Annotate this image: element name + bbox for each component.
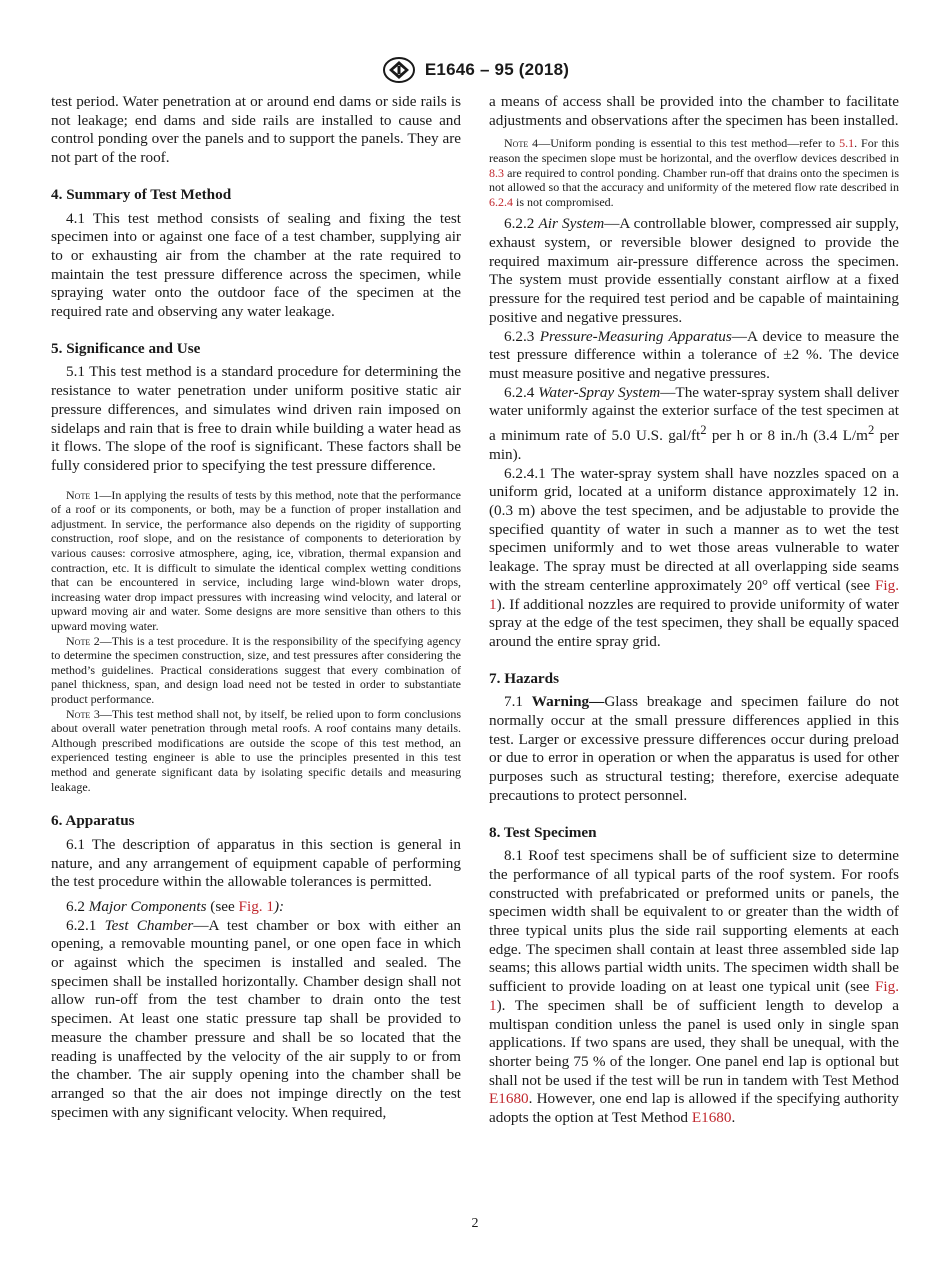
clause-number: 6.2.3 (504, 327, 540, 345)
text-run: —A test chamber or box with either an opening, a removable mounting panel, or one open face in which or against which the specimen is installed and sealed. The specimen shall be installed horizontally. Chamber design shall not allow run-off from the test chamber to drain onto the test specimen. At least one static pressure tap shall be provided to measure the chamber pressure and shall be so located that the reading is unaffected by the velocity of the air supply to or from the chamber. The air supply opening into the chamber shall be arranged so that the air does not impinge directly on the test specimen with any significant velocity. When required, (51, 916, 462, 1121)
superscript: 2 (700, 423, 707, 438)
text-run: 8.1 Roof test specimens shall be of sufficient size to determine the performance of all typical parts of the roof system. For roofs constructed with prefabricated or preformed units or panels, the specimen width shall be equivalent to or greater than the width of three typical units plus the side rail supporting elements at each edge. The specimen shall contain at least three assembled side lap seams; this allows partial width units. The specimen width shall be sufficient to provide loading on at least one typical unit (see (489, 847, 899, 996)
section-heading-6: 6. Apparatus (51, 812, 135, 830)
text-run: . However, one end lap is allowed if the specifying authority adopts the option at Test Method (489, 1090, 899, 1127)
clause-number: 7.1 (504, 693, 532, 711)
e1680-link[interactable]: E1680 (691, 1109, 732, 1127)
paragraph-6-2-1 (51, 917, 461, 1123)
paragraph-4-1: 4.1 This test method consists of sealing and fixing the test specimen into or against one face of a test chamber, supplying air to or exhausting air from the chamber at the rate required to maintain the test pressure difference across the specimen, while spraying water onto the outdoor face of the specimen at the required rate and observing any water leakage. (51, 209, 461, 321)
notes-group (51, 488, 461, 794)
note-3 (51, 707, 461, 795)
text-run: . (731, 1109, 736, 1127)
clause-number: 6.2.4 (504, 383, 539, 401)
note-2 (51, 634, 461, 707)
text-run: ). The specimen shall be of sufficient length to develop a multispan condition unless the panel is used only in single span applications. If two spans are used, they shall be unequal, with the shorter being 75 % of the longer. One panel end lap is optional but shall not be used if the test will be run in tandem with Test Method (489, 996, 899, 1089)
clause-title: Pressure-Measuring Apparatus (539, 327, 732, 345)
text-run: ). If additional nozzles are required to provide uniformity of water spray at the edge of the test specimen, they shall be equally spaced around the entire spray grid. (489, 595, 899, 650)
paragraph-6-2-4-1 (489, 465, 899, 652)
right-column (489, 93, 899, 1128)
section-heading-5: 5. Significance and Use (51, 339, 201, 357)
warning-label: Warning— (531, 693, 605, 711)
text-run: per min). (489, 427, 899, 463)
paragraph-8-1 (489, 847, 899, 1128)
paragraph-6-2-2 (489, 215, 899, 327)
text-run: ): (273, 897, 285, 915)
e1680-link[interactable]: E1680 (489, 1090, 529, 1108)
note-1-label: Note 1 (66, 487, 100, 502)
left-column (51, 93, 461, 1122)
text-run: 6.2.4.1 The water-spray system shall have nozzles spaced on a uniform grid, located at a uniform distance approximately 12 in. (0.3 m) above the test specimen, and be adjustable to provide the specified quantity of water in such a manner as to wet the test specimen uniformly and to wet those areas vulnerable to water leakage. The spray must be directed at all overlapping side seams with the stream centerline approximately 20° off vertical (see (489, 464, 899, 594)
astm-logo-icon (381, 56, 417, 84)
section-heading-7: 7. Hazards (489, 669, 560, 687)
text-run: —A device to measure the test pressure difference within a tolerance of ±2 %. The device must measure positive and negative pressures. (489, 327, 899, 382)
text-run: is not compromised. (513, 194, 614, 209)
text-run: are required to control ponding. Chamber run-off that drains onto the specimen is not allowed so that the accuracy and uniformity of the metered flow rate described in (489, 165, 899, 195)
ref-8-3-link[interactable]: 8.3 (489, 165, 504, 180)
ref-6-2-4-link[interactable]: 6.2.4 (489, 194, 513, 209)
note-3-text: —This test method shall not, by itself, be relied upon to form conclusions about overall water penetration through metal roofs. A roof contains many details. Although prescribed modifications are outside the scope of this test method, an experienced testing engineer is able to use the principles presented in this test method and generate significant data by isolating specific details and measuring leakage. (51, 706, 462, 794)
note-4 (489, 136, 899, 209)
superscript: 2 (867, 423, 875, 438)
standard-designation: E1646 – 95 (2018) (424, 60, 570, 79)
text-run: —The water-spray system shall deliver water uniformly against the exterior surface of the test specimen at a minimum rate of 5.0 U.S. gal/ft (489, 383, 899, 445)
ref-5-1-link[interactable]: 5.1 (839, 136, 855, 151)
note-3-label: Note 3 (66, 706, 100, 721)
paragraph-6-2 (51, 898, 461, 917)
text-run: —Uniform ponding is essential to this test method—refer to (538, 136, 840, 151)
note-1-text: —In applying the results of tests by this method, note that the performance of a roof or its components, or both, may be a function of proper installation and adjustment. In service, the performance also depends on the rigidity of supporting construction, roof slope, and on the resistance of components to deterioration by various causes: corrosive atmosphere, aging, ice, vibration, thermal expansion and contraction, etc. It is difficult to simulate the identical complex wetting conditions that can be encountered in service, including large wind-blown water drops, increasing water drop impact pressures with increasing wind velocity, and lateral or upward moving air and water. Some designs are more sensitive than others to this upward moving water. (51, 487, 461, 633)
section-heading-8: 8. Test Specimen (489, 823, 597, 841)
paragraph-5-1: 5.1 This test method is a standard procedure for determining the resistance to water penetration under uniform positive static air pressure differences, and simulates wind driven rain imposed on sidelaps and rain that is free to drain while building a water head as it flows. The slope of the roof is significant. These factors shall be fully considered prior to specifying the test pressure difference. (51, 363, 461, 474)
note-4-group (489, 136, 899, 209)
text-run: per h or 8 in./h (3.4 L/m (706, 427, 868, 445)
text-run: (see (206, 897, 239, 915)
paragraph-6-2-3 (489, 328, 899, 384)
clause-title: Major Components (88, 897, 207, 915)
paragraph-6-2-4 (489, 384, 899, 465)
continued-paragraph: test period. Water penetration at or around end dams or side rails is not leakage; end dams and side rails are installed to cause and control ponding over the panels and to support the panels. They are not part of the roof. (51, 93, 461, 167)
section-heading-4: 4. Summary of Test Method (51, 185, 232, 203)
note-4-label: Note 4 (504, 136, 539, 151)
note-2-text: —This is a test procedure. It is the responsibility of the specifying agency to determine the specimen construction, size, and test pressures after considering the method’s guidelines. Practical considerations suggest that every combination of panel thickness, span, and design load need not be tested in order to substantiate product performance. (51, 633, 461, 706)
clause-number: 6.2.1 (66, 916, 105, 934)
page-number: 2 (471, 1216, 479, 1231)
note-1 (51, 488, 461, 634)
clause-number: 6.2.2 (504, 215, 539, 233)
note-2-label: Note 2 (66, 633, 100, 648)
clause-title: Water-Spray System (538, 383, 661, 401)
page-header (0, 56, 950, 89)
text-run: Glass breakage and specimen failure do not normally occur at the small pressure differences applied in this test. Larger or excessive pressure differences occur during preload or due to error in operation or when the apparatus is used for other purposes such as structural testing; therefore, exercise adequate precautions to protect personnel. (489, 693, 900, 804)
continued-paragraph: a means of access shall be provided into the chamber to facilitate adjustments and observations after the specimen has been installed. (489, 93, 899, 129)
fig-1-link[interactable]: Fig. 1 (489, 576, 899, 613)
fig-1-link[interactable]: Fig. 1 (238, 897, 274, 915)
clause-title: Air System (538, 215, 605, 233)
text-run: —A controllable blower, compressed air supply, exhaust system, or reversible blower designed to provide the required maximum air-pressure difference across the specimen. The system must provide essentially constant airflow at a fixed pressure for the required test period and be capable of maintaining positive and negative pressures. (489, 215, 900, 326)
clause-title: Test Chamber (104, 916, 194, 934)
clause-number: 6.2 (66, 897, 89, 915)
paragraph-6-1: 6.1 The description of apparatus in this section is general in nature, and any arrangement of equipment capable of performing the test procedure within the allowable tolerances is permitted. (51, 835, 461, 891)
fig-1-link[interactable]: Fig. 1 (489, 978, 899, 1014)
text-run: . For this reason the specimen slope must be horizontal, and the overflow devices described in (489, 136, 899, 165)
paragraph-7-1 (489, 693, 899, 805)
